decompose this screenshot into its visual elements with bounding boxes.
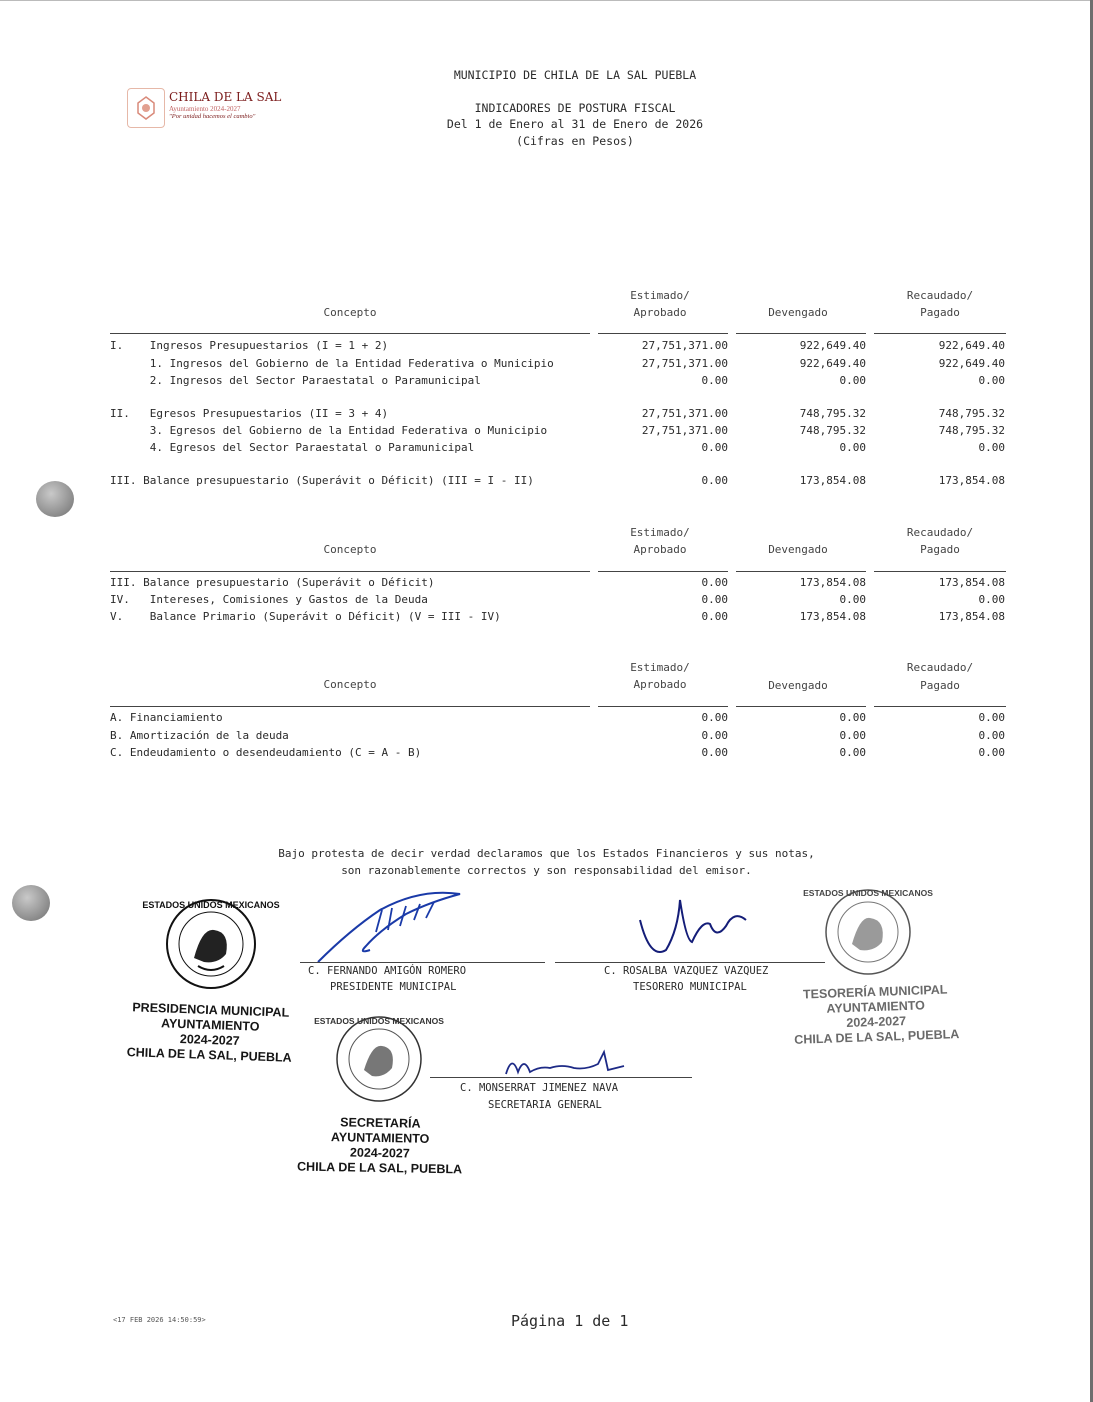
row-estimated: 27,751,371.00 [641, 407, 728, 420]
treasurer-signature-icon [630, 880, 760, 970]
table-rule [598, 571, 728, 572]
row-estimated: 0.00 [701, 576, 728, 589]
row-label: 2. Ingresos del Sector Paraestatal o Paramunicipal [110, 374, 481, 387]
municipal-logo [127, 88, 287, 128]
row-estimated: 0.00 [701, 474, 728, 487]
row-collected: 0.00 [978, 441, 1005, 454]
col-approved: Aprobado [633, 678, 687, 691]
row-label: C. Endeudamiento o desendeudamiento (C = A - B) [110, 746, 422, 759]
president-title: PRESIDENTE MUNICIPAL [330, 981, 457, 993]
stamp-line: TESORERÍA MUNICIPAL [802, 982, 948, 1002]
row-collected: 0.00 [978, 711, 1005, 724]
table-row [110, 474, 1010, 490]
row-estimated: 0.00 [701, 441, 728, 454]
row-estimated: 0.00 [701, 593, 728, 606]
presidencia-stamp [109, 1000, 311, 1067]
page-number: Página 1 de 1 [511, 1312, 629, 1330]
row-estimated: 27,751,371.00 [641, 339, 728, 352]
table-row [110, 729, 1010, 745]
president-name: C. FERNANDO AMIGÓN ROMERO [308, 965, 467, 977]
punch-hole [36, 481, 74, 517]
secretary-title: SECRETARIA GENERAL [488, 1099, 602, 1111]
row-estimated: 0.00 [701, 746, 728, 759]
table-rule [598, 706, 728, 707]
row-accrued: 922,649.40 [799, 357, 866, 370]
row-label: I. Ingresos Presupuestarios (I = 1 + 2) [110, 339, 389, 352]
seal-ring-text: ESTADOS UNIDOS MEXICANOS [142, 900, 280, 910]
report-title: INDICADORES DE POSTURA FISCAL [474, 101, 676, 115]
row-label: IV. Intereses, Comisiones y Gastos de la Deuda [110, 593, 428, 606]
row-accrued: 0.00 [839, 729, 866, 742]
stamp-line: AYUNTAMIENTO [330, 1130, 430, 1146]
col-paid: Pagado [920, 306, 960, 319]
declaration-line-1: Bajo protesta de decir verdad declaramos que los Estados Financieros y sus notas, [278, 847, 815, 860]
table-rule [598, 333, 728, 334]
col-estimated: Estimado/ [630, 289, 690, 302]
row-collected: 922,649.40 [938, 357, 1005, 370]
signature-line [300, 962, 545, 963]
table-row [110, 610, 1010, 626]
row-collected: 173,854.08 [938, 576, 1005, 589]
punch-hole [12, 885, 50, 921]
row-label: 1. Ingresos del Gobierno de la Entidad Federativa o Municipio [110, 357, 554, 370]
stamp-line: AYUNTAMIENTO [826, 998, 926, 1016]
row-collected: 748,795.32 [938, 407, 1005, 420]
table-row [110, 374, 1010, 390]
table-rule [736, 571, 866, 572]
report-period: Del 1 de Enero al 31 de Enero de 2026 [446, 117, 704, 131]
table-rule [110, 571, 590, 572]
row-label: B. Amortización de la deuda [110, 729, 289, 742]
table-row [110, 576, 1010, 592]
row-collected: 173,854.08 [938, 474, 1005, 487]
logo-slogan: "Por unidad hacemos el cambio" [169, 113, 256, 120]
row-label: III. Balance presupuestario (Superávit o Déficit) (III = I - II) [110, 474, 534, 487]
row-estimated: 0.00 [701, 711, 728, 724]
col-concept: Concepto [323, 306, 377, 319]
row-label: III. Balance presupuestario (Superávit o Déficit) [110, 576, 435, 589]
row-estimated: 0.00 [701, 729, 728, 742]
seal-ring-text: ESTADOS UNIDOS MEXICANOS [803, 888, 933, 898]
row-accrued: 173,854.08 [799, 576, 866, 589]
col-concept: Concepto [323, 543, 377, 556]
table-row [110, 424, 1010, 440]
tesoreria-stamp [775, 982, 977, 1049]
row-collected: 748,795.32 [938, 424, 1005, 437]
table-row [110, 441, 1010, 457]
row-collected: 0.00 [978, 374, 1005, 387]
table-rule [874, 571, 1006, 572]
col-accrued: Devengado [768, 679, 828, 692]
treasurer-title: TESORERO MUNICIPAL [633, 981, 747, 993]
row-accrued: 748,795.32 [799, 424, 866, 437]
col-collected: Recaudado/ [906, 661, 974, 674]
federal-seal-icon [314, 1008, 444, 1110]
col-accrued: Devengado [768, 306, 828, 319]
federal-seal-icon [803, 880, 933, 984]
logo-emblem-icon [127, 88, 165, 128]
row-collected: 0.00 [978, 593, 1005, 606]
stamp-line: AYUNTAMIENTO [160, 1016, 260, 1034]
table-rule [874, 706, 1006, 707]
logo-title: CHILA DE LA SAL [169, 90, 282, 104]
row-collected: 0.00 [978, 746, 1005, 759]
row-accrued: 0.00 [839, 593, 866, 606]
treasurer-name: C. ROSALBA VAZQUEZ VAZQUEZ [604, 965, 769, 977]
row-accrued: 173,854.08 [799, 610, 866, 623]
table-row [110, 407, 1010, 423]
municipality-title: MUNICIPIO DE CHILA DE LA SAL PUEBLA [453, 68, 697, 82]
stamp-line: PRESIDENCIA MUNICIPAL [132, 1000, 290, 1020]
table-rule [110, 333, 590, 334]
secretary-name: C. MONSERRAT JIMENEZ NAVA [460, 1082, 619, 1094]
col-approved: Aprobado [633, 543, 687, 556]
stamp-line: 2024-2027 [846, 1013, 907, 1031]
declaration-line-2: son razonablemente correctos y son responsabilidad del emisor. [341, 864, 752, 877]
table-row [110, 746, 1010, 762]
col-collected: Recaudado/ [906, 289, 974, 302]
row-label: II. Egresos Presupuestarios (II = 3 + 4) [110, 407, 389, 420]
row-accrued: 0.00 [839, 374, 866, 387]
print-timestamp: <17 FEB 2026 14:50:59> [113, 1316, 206, 1324]
seal-ring-text: ESTADOS UNIDOS MEXICANOS [314, 1016, 444, 1026]
col-collected: Recaudado/ [906, 526, 974, 539]
report-units: (Cifras en Pesos) [516, 134, 634, 148]
signature-line [430, 1077, 692, 1078]
table-rule [874, 333, 1006, 334]
table-row [110, 339, 1010, 355]
stamp-line: CHILA DE LA SAL, PUEBLA [126, 1045, 292, 1065]
president-signature-icon [310, 880, 480, 970]
row-estimated: 0.00 [701, 374, 728, 387]
row-accrued: 0.00 [839, 711, 866, 724]
row-collected: 0.00 [978, 729, 1005, 742]
federal-seal-icon [142, 888, 280, 1000]
row-label: V. Balance Primario (Superávit o Déficit) (V = III - IV) [110, 610, 501, 623]
stamp-line: CHILA DE LA SAL, PUEBLA [296, 1159, 463, 1177]
row-estimated: 27,751,371.00 [641, 357, 728, 370]
row-label: 4. Egresos del Sector Paraestatal o Paramunicipal [110, 441, 475, 454]
page-top-edge [0, 0, 1093, 1]
table-row [110, 357, 1010, 373]
col-concept: Concepto [323, 678, 377, 691]
secretaria-stamp [279, 1114, 480, 1177]
col-accrued: Devengado [768, 543, 828, 556]
row-estimated: 27,751,371.00 [641, 424, 728, 437]
logo-subtitle: Ayuntamiento 2024-2027 [169, 105, 241, 113]
row-collected: 922,649.40 [938, 339, 1005, 352]
stamp-line: 2024-2027 [179, 1031, 240, 1049]
row-accrued: 922,649.40 [799, 339, 866, 352]
col-approved: Aprobado [633, 306, 687, 319]
row-collected: 173,854.08 [938, 610, 1005, 623]
row-label: 3. Egresos del Gobierno de la Entidad Federativa o Municipio [110, 424, 548, 437]
row-accrued: 748,795.32 [799, 407, 866, 420]
stamp-line: 2024-2027 [349, 1145, 410, 1161]
col-estimated: Estimado/ [630, 661, 690, 674]
col-estimated: Estimado/ [630, 526, 690, 539]
signature-line [555, 962, 825, 963]
row-accrued: 173,854.08 [799, 474, 866, 487]
secretary-signature-icon [500, 1044, 640, 1084]
stamp-line: CHILA DE LA SAL, PUEBLA [794, 1027, 960, 1047]
table-row [110, 593, 1010, 609]
row-label: A. Financiamiento [110, 711, 223, 724]
col-paid: Pagado [920, 679, 960, 692]
table-row [110, 711, 1010, 727]
table-rule [110, 706, 590, 707]
row-estimated: 0.00 [701, 610, 728, 623]
row-accrued: 0.00 [839, 746, 866, 759]
table-rule [736, 333, 866, 334]
row-accrued: 0.00 [839, 441, 866, 454]
stamp-line: SECRETARÍA [340, 1115, 421, 1131]
table-rule [736, 706, 866, 707]
col-paid: Pagado [920, 543, 960, 556]
